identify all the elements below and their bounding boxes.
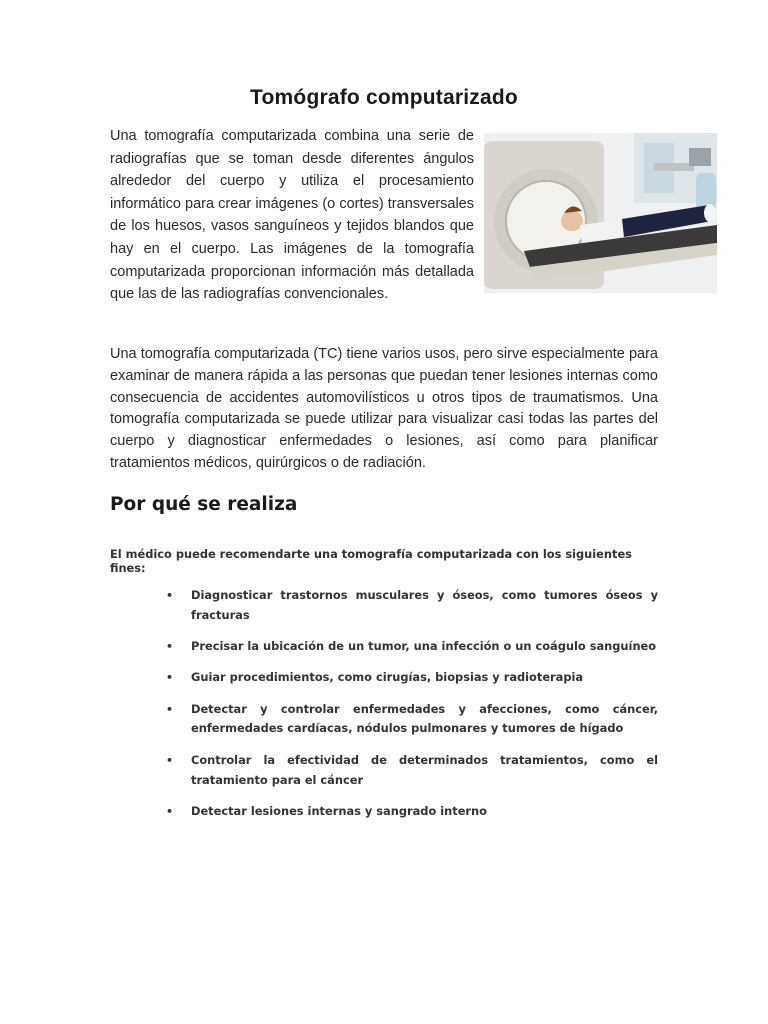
monitor	[689, 148, 711, 166]
list-item-text: Detectar lesiones internas y sangrado interno	[191, 803, 487, 818]
bullet-icon: •	[166, 753, 174, 767]
bullet-icon: •	[166, 702, 174, 716]
section-lead-text: El médico puede recomendarte una tomografía computarizada con los siguientes fines:	[110, 547, 632, 575]
list-item	[150, 700, 658, 740]
bullet-icon: •	[166, 804, 174, 818]
monitor-arm	[654, 163, 694, 171]
image-caption	[486, 293, 716, 298]
bullet-icon: •	[166, 640, 174, 654]
bullet-icon: •	[166, 589, 174, 602]
list-item-text: Precisar la ubicación de un tumor, una infección o un coágulo sanguíneo	[191, 639, 657, 654]
page-title: Tomógrafo computarizado	[250, 86, 518, 109]
patient-head	[561, 211, 583, 231]
bullet-icon: •	[166, 671, 174, 685]
intro-paragraph: Una tomografía computarizada combina una serie de radiografías que se toman desde diferentes ángulos alrededor del cuerpo y utiliza el procesamiento informático para crear imágenes (o cortes) transversales de los huesos, vasos sanguíneos y tejidos blandos que hay en el cuerpo. Las imágenes de la tomografía computarizada proporcionan información más detallada que las de las radiografías convencionales.	[110, 128, 474, 303]
list-item	[150, 751, 658, 791]
list-item-text: Detectar y controlar enfermedades y afecciones, como cáncer, enfermedades cardíacas, nódulos pulmonares y tumores de hígado	[191, 701, 658, 736]
ct-scanner-illustration	[484, 133, 717, 293]
patient-feet	[704, 204, 716, 222]
list-item	[150, 668, 658, 688]
uses-paragraph: Una tomografía computarizada (TC) tiene varios usos, pero sirve especialmente para examinar de manera rápida a las personas que puedan tener lesiones internas como consecuencia de accidentes automovilísticos u otros tipos de traumatismos. Una tomografía computarizada se puede utilizar para visualizar casi todas las partes del cuerpo y diagnosticar enfermedades o lesiones, así como para planificar tratamientos médicos, quirúrgicos o de radiación.	[110, 346, 658, 471]
list-item	[150, 802, 658, 822]
list-item	[150, 637, 658, 657]
ct-scanner-image	[484, 133, 717, 302]
list-item	[150, 586, 658, 626]
list-item-text: Diagnosticar trastornos musculares y óseos, como tumores óseos y fracturas	[191, 588, 658, 622]
list-item-text: Controlar la efectividad de determinados tratamientos, como el tratamiento para el cáncer	[191, 752, 658, 787]
section-heading: Por qué se realiza	[110, 494, 298, 515]
purpose-list	[150, 586, 658, 833]
list-item-text: Guiar procedimientos, como cirugías, biopsias y radioterapia	[191, 670, 584, 685]
